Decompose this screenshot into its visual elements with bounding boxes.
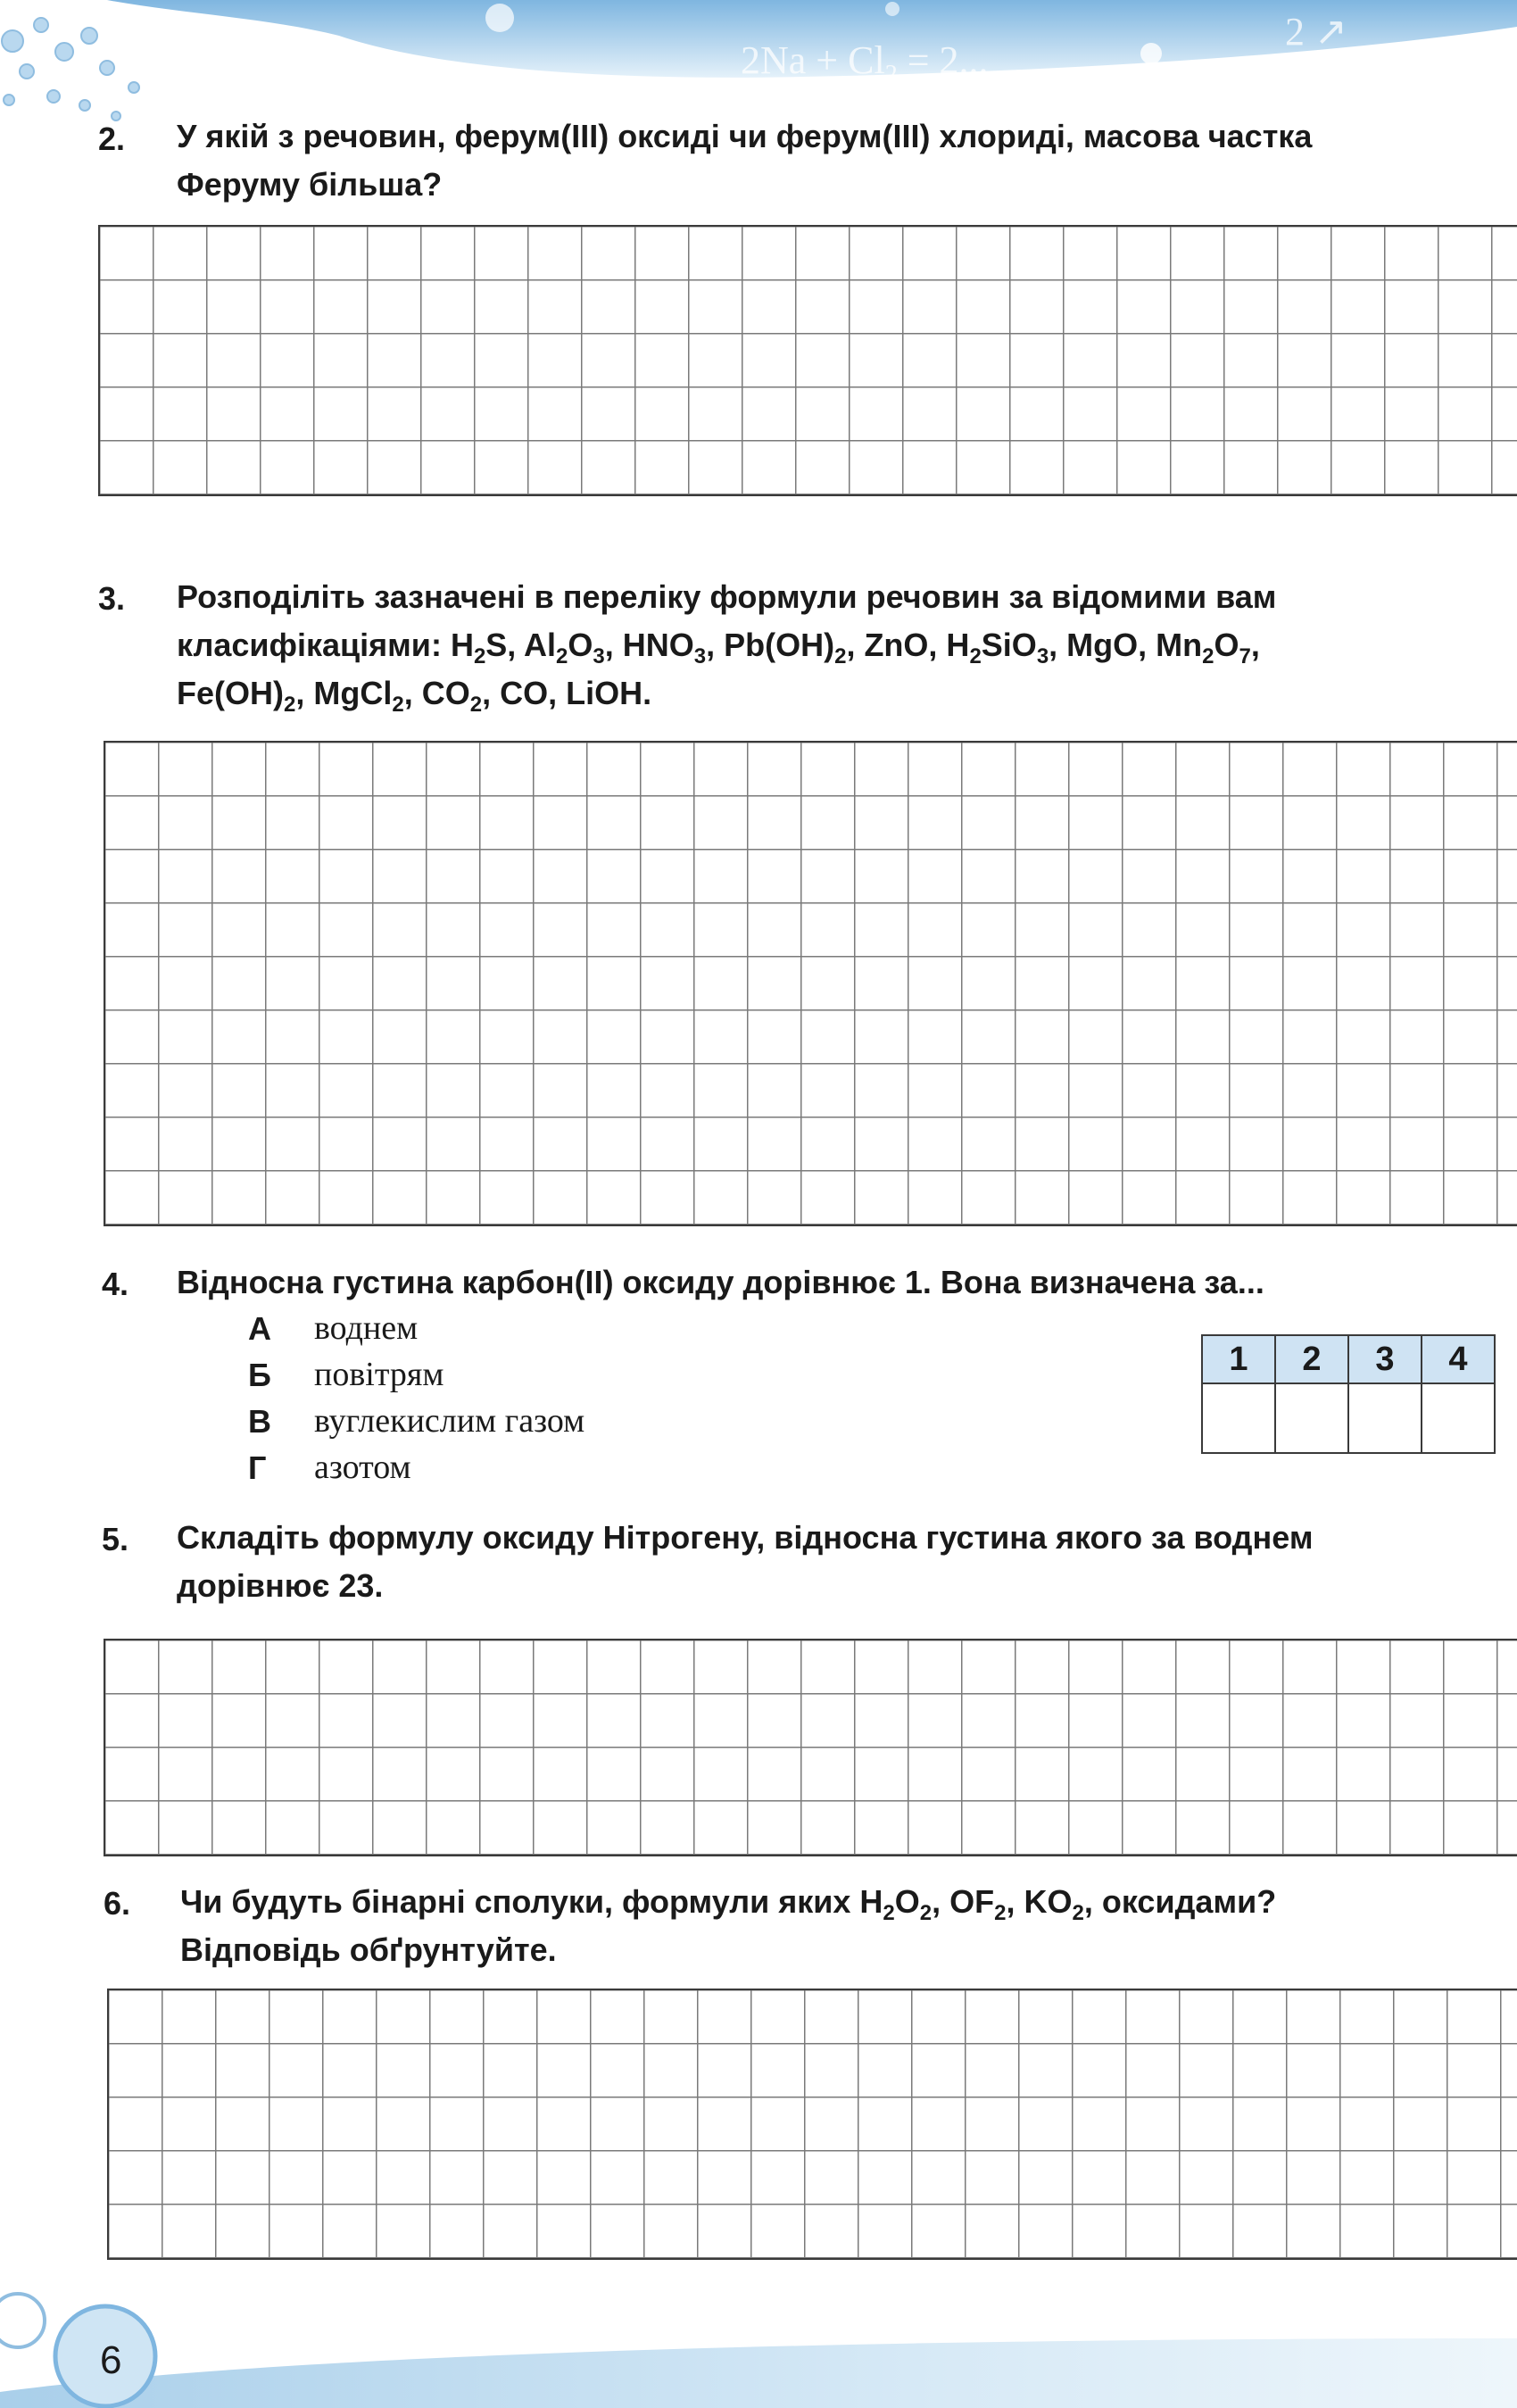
question-6-number: 6. <box>104 1885 131 1922</box>
question-4-text: Відносна густина карбон(II) оксиду дорівнює 1. Вона визначена за... <box>177 1264 1264 1300</box>
option-a-letter: А <box>248 1310 271 1347</box>
question-4-answer-table <box>1201 1334 1496 1454</box>
question-3-line-1: Розподіліть зазначені в переліку формули речовин за відомими вам <box>177 578 1277 615</box>
option-b-text[interactable]: повітрям <box>314 1356 444 1393</box>
question-2-number: 2. <box>98 120 126 157</box>
option-d-text[interactable]: азотом <box>314 1449 411 1486</box>
answer-col-4: 4 <box>1422 1335 1495 1383</box>
header-formula: 2Na + Cl <box>741 38 885 82</box>
question-5-line-1: Складіть формулу оксиду Нітрогену, відносна густина якого за воднем <box>177 1519 1314 1556</box>
question-6-line-2: Відповідь обґрунтуйте. <box>180 1931 557 1968</box>
question-5-answer-grid-area[interactable] <box>104 1639 1517 1856</box>
option-c-letter: В <box>248 1403 271 1440</box>
header-arrow: 2 ↗ <box>1285 10 1347 54</box>
question-6-line-1-prefix: Чи будуть бінарні сполуки, формули яких <box>180 1883 860 1920</box>
question-4-number: 4. <box>102 1266 129 1302</box>
answer-cell-4[interactable] <box>1422 1383 1495 1453</box>
header-formula-tail: = 2... <box>897 38 989 82</box>
answer-col-1: 1 <box>1202 1335 1275 1383</box>
page-number: 6 <box>100 2338 122 2382</box>
answer-col-3: 3 <box>1348 1335 1422 1383</box>
question-3-line-3: $Fe(OH)_2$, MgCl$_2$, $CO_2$, CO, LiOH. <box>177 675 652 717</box>
question-3-line-2-prefix: класифікаціями: <box>177 627 451 663</box>
question-5-line-2: дорівнює 23. <box>177 1567 384 1604</box>
question-6-answer-grid[interactable] <box>107 1989 1517 2260</box>
header-formula-sub: 2 <box>884 61 898 88</box>
question-2-line-1: У якій з речовин, ферум(III) оксиді чи ферум(III) хлориді, масова частка <box>177 118 1313 154</box>
question-3-answer-grid[interactable] <box>104 741 1517 1226</box>
question-3-number: 3. <box>98 580 126 617</box>
question-6-line-1: Чи будуть бінарні сполуки, формули яких $H_2O_2$, $OF_2$, $KO_2$, оксидами? <box>180 1883 1277 1925</box>
option-a-text[interactable]: воднем <box>314 1309 419 1347</box>
option-c-text[interactable]: вуглекислим газом <box>314 1402 585 1440</box>
answer-cell-2[interactable] <box>1275 1383 1348 1453</box>
option-d-letter: Г <box>248 1449 267 1486</box>
question-3-line-2: класифікаціями: $H_2S$, $Al_2O_3$, $HNO_3$, $Pb(OH)_2$, ZnO, $H_2SiO_3$, MgO, $Mn_2O_7$, <box>177 627 1260 668</box>
question-5-number: 5. <box>102 1521 129 1557</box>
answer-cell-3[interactable] <box>1348 1383 1422 1453</box>
question-2-answer-grid[interactable] <box>98 225 1517 496</box>
answer-cell-1[interactable] <box>1202 1383 1275 1453</box>
question-2-line-2: Феруму більша? <box>177 166 443 203</box>
answer-col-2: 2 <box>1275 1335 1348 1383</box>
question-6-line-1-suffix: , оксидами? <box>1083 1883 1277 1920</box>
svg-text:2Na + Cl2 = 2... <box>741 38 989 88</box>
footer-decoration <box>0 2285 1517 2408</box>
option-b-letter: Б <box>248 1357 271 1393</box>
